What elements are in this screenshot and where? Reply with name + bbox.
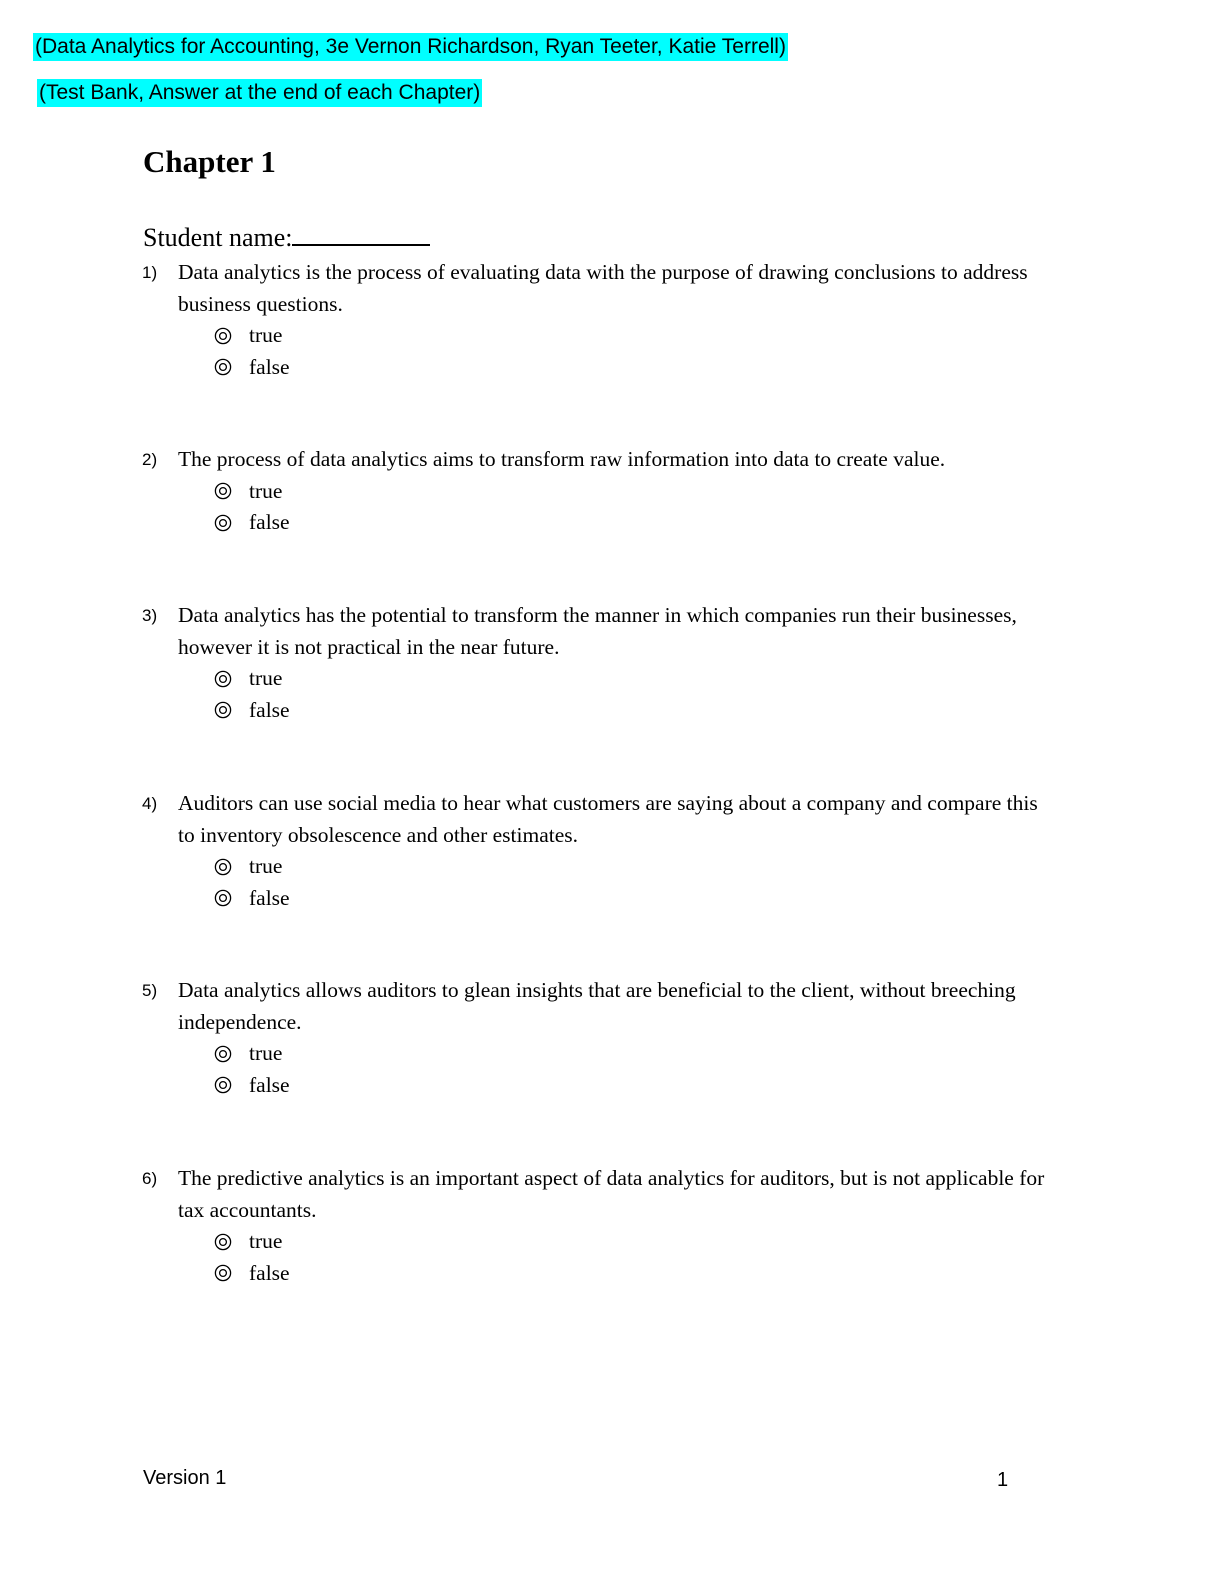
question-number: 3): [142, 606, 158, 625]
answer-options: [214, 1226, 1062, 1289]
question-6: [142, 1163, 1062, 1289]
question-number: 6): [142, 1169, 158, 1188]
question-text: Data analytics is the process of evaluating data with the purpose of drawing conclusions to address business questions.: [178, 260, 1028, 316]
option-label: true: [249, 323, 283, 348]
question-number: 4): [142, 794, 158, 813]
option-label: true: [249, 666, 283, 691]
option-false[interactable]: [214, 352, 1062, 384]
answer-options: [214, 476, 1062, 539]
option-false[interactable]: [214, 507, 1062, 539]
option-true[interactable]: [214, 1038, 1062, 1070]
question-5: [142, 975, 1062, 1101]
radio-button-icon[interactable]: [214, 670, 232, 688]
option-label: true: [249, 1229, 283, 1254]
answer-options: [214, 851, 1062, 914]
option-true[interactable]: [214, 663, 1062, 695]
question-text: The predictive analytics is an important aspect of data analytics for auditors, but is not applicable for tax accountants.: [178, 1166, 1045, 1222]
question-2: [142, 444, 1062, 539]
radio-button-icon[interactable]: [214, 514, 232, 532]
option-label: true: [249, 1041, 283, 1066]
radio-button-icon[interactable]: [214, 1076, 232, 1094]
option-label: false: [249, 354, 290, 379]
answer-options: [214, 663, 1062, 726]
option-label: true: [249, 854, 283, 879]
radio-button-icon[interactable]: [214, 482, 232, 500]
question-text: Data analytics has the potential to transform the manner in which companies run their businesses, however it is not practical in the near future.: [178, 603, 1017, 659]
option-label: true: [249, 478, 283, 503]
test-bank-note-highlight: (Test Bank, Answer at the end of each Chapter): [37, 79, 482, 107]
question-4: [142, 788, 1062, 914]
question-1: [142, 257, 1062, 383]
radio-button-icon[interactable]: [214, 701, 232, 719]
option-label: false: [249, 697, 290, 722]
option-label: false: [249, 1260, 290, 1285]
radio-button-icon[interactable]: [214, 1045, 232, 1063]
question-text: Auditors can use social media to hear what customers are saying about a company and compare this to inventory obsolescence and other estimates.: [178, 791, 1038, 847]
question-number: 2): [142, 450, 158, 469]
chapter-title: Chapter 1: [143, 144, 276, 179]
radio-button-icon[interactable]: [214, 358, 232, 376]
option-label: false: [249, 1072, 290, 1097]
question-number: 1): [142, 263, 158, 282]
question-text: The process of data analytics aims to transform raw information into data to create value.: [178, 447, 946, 471]
footer-version: Version 1: [143, 1467, 227, 1489]
answer-options: [214, 320, 1062, 383]
radio-button-icon[interactable]: [214, 889, 232, 907]
question-text: Data analytics allows auditors to glean insights that are beneficial to the client, without breeching independence.: [178, 978, 1016, 1034]
radio-button-icon[interactable]: [214, 327, 232, 345]
question-3: [142, 600, 1062, 726]
radio-button-icon[interactable]: [214, 858, 232, 876]
option-label: false: [249, 510, 290, 535]
option-false[interactable]: [214, 1258, 1062, 1290]
student-name-label: Student name:: [143, 223, 293, 252]
book-title-highlight: (Data Analytics for Accounting, 3e Vernon Richardson, Ryan Teeter, Katie Terrell): [33, 33, 788, 61]
option-true[interactable]: [214, 320, 1062, 352]
footer-page-number: 1: [997, 1469, 1009, 1491]
option-true[interactable]: [214, 476, 1062, 508]
radio-button-icon[interactable]: [214, 1233, 232, 1251]
option-label: false: [249, 885, 290, 910]
option-true[interactable]: [214, 1226, 1062, 1258]
student-name-blank[interactable]: [292, 220, 430, 246]
student-name-line: [143, 220, 430, 256]
question-number: 5): [142, 981, 158, 1000]
option-false[interactable]: [214, 695, 1062, 727]
answer-options: [214, 1038, 1062, 1101]
option-true[interactable]: [214, 851, 1062, 883]
option-false[interactable]: [214, 1070, 1062, 1102]
radio-button-icon[interactable]: [214, 1264, 232, 1282]
option-false[interactable]: [214, 883, 1062, 915]
